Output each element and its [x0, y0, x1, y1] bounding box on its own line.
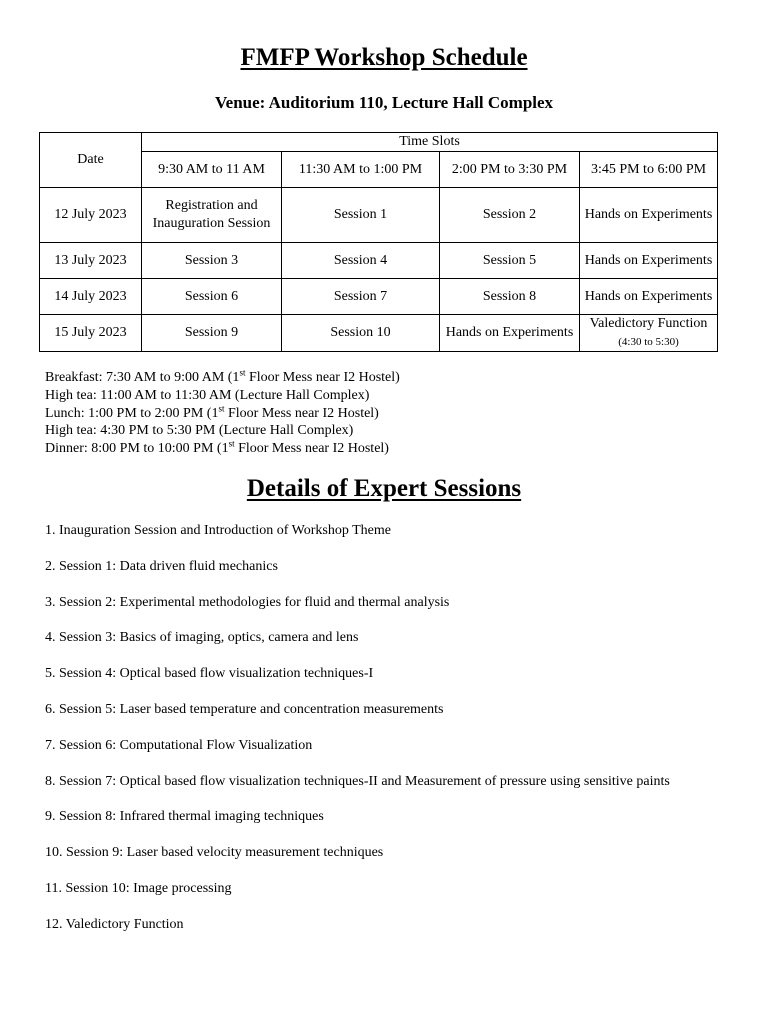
- list-item: 12. Valedictory Function: [45, 916, 184, 932]
- table-cell: Session 6: [142, 279, 282, 315]
- list-item: 10. Session 9: Laser based velocity measurement techniques: [45, 845, 384, 861]
- date-cell: 15 July 2023: [40, 315, 142, 352]
- table-cell: Session 8: [440, 279, 580, 315]
- table-cell: Session 3: [142, 243, 282, 279]
- date-header: Date: [40, 133, 142, 188]
- table-cell: Hands on Experiments: [580, 188, 718, 243]
- table-cell: Session 2: [440, 188, 580, 243]
- cell-text: Valedictory Function: [589, 316, 708, 331]
- meal-text: Floor Mess near I2 Hostel): [234, 441, 389, 457]
- list-item: 9. Session 8: Infrared thermal imaging techniques: [45, 809, 324, 825]
- table-cell: Hands on Experiments: [440, 315, 580, 352]
- list-item: 1. Inauguration Session and Introduction of Workshop Theme: [45, 523, 391, 538]
- table-cell: Session 7: [282, 279, 440, 315]
- session-list: [45, 522, 670, 952]
- meal-times: [45, 369, 400, 458]
- slot-header: 3:45 PM to 6:00 PM: [580, 152, 718, 188]
- list-item: 3. Session 2: Experimental methodologies for fluid and thermal analysis: [45, 594, 450, 610]
- meal-text: High tea: 4:30 PM to 5:30 PM (Lecture Hall Complex): [45, 423, 354, 439]
- date-cell: 14 July 2023: [40, 279, 142, 315]
- slot-header: 9:30 AM to 11 AM: [142, 152, 282, 188]
- time-slots-header: Time Slots: [142, 133, 718, 152]
- list-item: 5. Session 4: Optical based flow visualization techniques-I: [45, 666, 374, 682]
- meal-text: Dinner: 8:00 PM to 10:00 PM (1: [45, 441, 229, 457]
- slot-header: 2:00 PM to 3:30 PM: [440, 152, 580, 188]
- table-cell: Registration and Inauguration Session: [142, 188, 282, 243]
- table-header-row: [40, 133, 718, 152]
- meal-text: High tea: 11:00 AM to 11:30 AM (Lecture Hall Complex): [45, 387, 370, 403]
- table-row: [40, 315, 718, 352]
- meal-line: [45, 369, 400, 387]
- ordinal-suffix: st: [239, 367, 246, 378]
- meal-line: [45, 422, 400, 440]
- slot-header-row: [40, 152, 718, 188]
- table-row: [40, 243, 718, 279]
- table-cell-valedictory: [580, 315, 718, 352]
- date-cell: 12 July 2023: [40, 188, 142, 243]
- date-cell: 13 July 2023: [40, 243, 142, 279]
- time-note: (4:30 to 5:30): [618, 336, 679, 348]
- table-cell: Session 4: [282, 243, 440, 279]
- table-cell: Hands on Experiments: [580, 279, 718, 315]
- table-row: [40, 188, 718, 243]
- list-item: 7. Session 6: Computational Flow Visualization: [45, 737, 313, 753]
- page-title: FMFP Workshop Schedule: [240, 44, 528, 71]
- meal-text: Floor Mess near I2 Hostel): [224, 405, 379, 421]
- schedule-table: [39, 132, 718, 352]
- table-cell: Session 10: [282, 315, 440, 352]
- meal-line: [45, 402, 400, 423]
- table-cell: Session 1: [282, 188, 440, 243]
- list-item: 8. Session 7: Optical based flow visualization techniques-II and Measurement of pressure using sensitive paints: [45, 773, 670, 789]
- ordinal-suffix: st: [218, 402, 225, 413]
- table-cell: Hands on Experiments: [580, 243, 718, 279]
- meal-text: Lunch: 1:00 PM to 2:00 PM (1: [45, 405, 219, 421]
- meal-line: [45, 440, 400, 458]
- details-title: Details of Expert Sessions: [246, 475, 522, 502]
- list-item: 4. Session 3: Basics of imaging, optics, camera and lens: [45, 630, 359, 646]
- meal-text: Breakfast: 7:30 AM to 9:00 AM (1: [45, 370, 240, 385]
- meal-line: [45, 387, 400, 405]
- list-item: 6. Session 5: Laser based temperature and concentration measurements: [45, 701, 444, 717]
- slot-header: 11:30 AM to 1:00 PM: [282, 152, 440, 188]
- table-row: [40, 279, 718, 315]
- ordinal-suffix: st: [228, 438, 235, 449]
- venue-subtitle: Venue: Auditorium 110, Lecture Hall Complex: [214, 93, 554, 112]
- table-cell: Session 5: [440, 243, 580, 279]
- list-item: 11. Session 10: Image processing: [45, 880, 232, 896]
- meal-text: Floor Mess near I2 Hostel): [245, 370, 400, 385]
- table-cell: Session 9: [142, 315, 282, 352]
- list-item: 2. Session 1: Data driven fluid mechanics: [45, 558, 278, 574]
